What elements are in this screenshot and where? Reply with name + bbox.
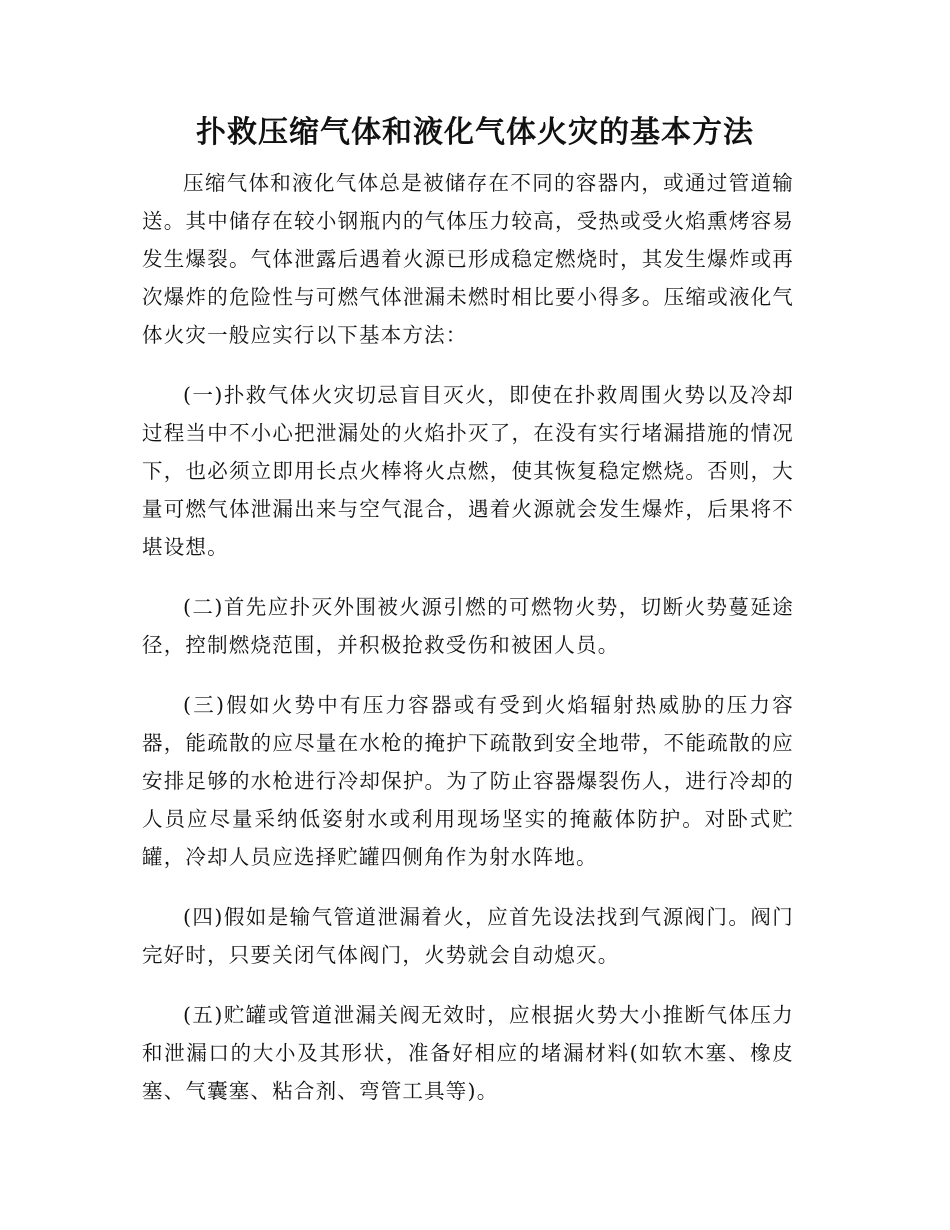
paragraph-item-5: (五)贮罐或管道泄漏关阀无效时，应根据火势大小推断气体压力和泄漏口的大小及其形状，准备好相应的堵漏材料(如软木塞、橡皮塞、气囊塞、粘合剂、弯管工具等)。: [142, 1003, 794, 1103]
paragraph-item-1: (一)扑救气体火灾切忌盲目灭火，即使在扑救周围火势以及冷却过程当中不小心把泄漏处的火焰扑灭了，在没有实行堵漏措施的情况下，也必须立即用长点火棒将火点燃，使其恢复稳定燃烧。否则，大量可燃气体泄漏出来与空气混合，遇着火源就会发生爆炸，后果将不堪设想。: [142, 383, 794, 559]
paragraph-item-4: (四)假如是输气管道泄漏着火，应首先设法找到气源阀门。阀门完好时，只要关闭气体阀门，火势就会自动熄灭。: [142, 905, 794, 967]
paragraph-item-2: (二)首先应扑灭外围被火源引燃的可燃物火势，切断火势蔓延途径，控制燃烧范围，并积极抢救受伤和被困人员。: [142, 595, 794, 657]
document-title: 扑救压缩气体和液化气体火灾的基本方法: [196, 115, 754, 150]
document-body: [142, 164, 794, 1132]
paragraph-intro: 压缩气体和液化气体总是被储存在不同的容器内，或通过管道输送。其中储存在较小钢瓶内的气体压力较高，受热或受火焰熏烤容易发生爆裂。气体泄露后遇着火源已形成稳定燃烧时，其发生爆炸或再次爆炸的危险性与可燃气体泄漏未燃时相比要小得多。压缩或液化气体火灾一般应实行以下基本方法：: [142, 171, 794, 347]
paragraph-item-3: (三)假如火势中有压力容器或有受到火焰辐射热威胁的压力容器，能疏散的应尽量在水枪的掩护下疏散到安全地带，不能疏散的应安排足够的水枪进行冷却保护。为了防止容器爆裂伤人，进行冷却的人员应尽量采纳低姿射水或利用现场坚实的掩蔽体防护。对卧式贮罐，冷却人员应选择贮罐四侧角作为射水阵地。: [142, 693, 794, 869]
